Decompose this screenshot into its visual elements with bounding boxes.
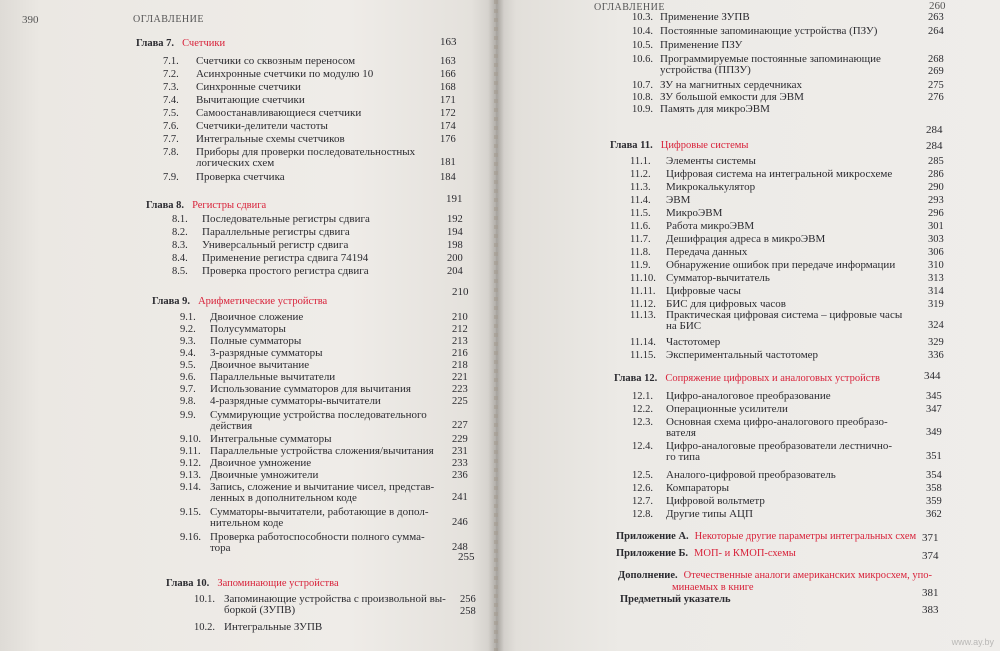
entry-page: 174 (440, 121, 456, 132)
chapter-page: 191 (446, 193, 463, 205)
entry-title: Другие типы АЦП (666, 508, 753, 520)
toc-entry[interactable] (632, 391, 956, 403)
entry-number: 11.1. (630, 156, 651, 167)
entry-title-cont: нительном коде (210, 517, 284, 529)
toc-entry[interactable] (180, 507, 482, 531)
entry-number: 12.7. (632, 496, 653, 507)
entry-title: Интегральные ЗУПВ (224, 621, 323, 633)
chapter-label: Глава 9. (152, 296, 191, 307)
entry-number: 10.1. (194, 594, 215, 605)
entry-title: Запоминающие устройства с произвольной вы- (224, 593, 446, 605)
entry-title: Практическая цифровая система – цифровые часы (666, 309, 903, 321)
entry-title: Постоянные запоминающие устройства (ПЗУ) (660, 25, 878, 37)
entry-page: 218 (452, 360, 468, 371)
chapter-label: Глава 11. (610, 140, 653, 151)
chapter-title: Регистры сдвига (192, 200, 267, 211)
chapter-label: Глава 12. (614, 373, 658, 384)
entry-title-cont: устройства (ППЗУ) (660, 64, 751, 76)
entry-number: 7.4. (163, 95, 179, 106)
entry-page: 166 (440, 69, 456, 80)
entry-title: Цифровые часы (666, 285, 741, 297)
entry-title: Микрокалькулятор (666, 181, 756, 193)
index-label: Предметный указатель (620, 594, 731, 605)
entry-title: Использование сумматоров для вычитания (210, 383, 411, 395)
chapter-tail-page: 255 (458, 551, 475, 563)
entry-number: 11.4. (630, 195, 651, 206)
entry-number: 9.2. (180, 324, 196, 335)
entry-number: 10.6. (632, 54, 653, 65)
entry-title: Интегральные сумматоры (210, 433, 332, 445)
entry-page-2: 269 (928, 66, 944, 77)
toc-entry[interactable] (172, 266, 477, 278)
toc-entry[interactable] (632, 404, 956, 416)
entry-title: Цифровой вольтметр (666, 495, 765, 507)
entry-title: 3-разрядные сумматоры (210, 347, 323, 359)
entry-number: 11.2. (630, 169, 651, 180)
entry-page: 176 (440, 134, 456, 145)
entry-number: 9.6. (180, 372, 196, 383)
entry-title: Проверка простого регистра сдвига (202, 265, 369, 277)
entry-title: Счетчики со сквозным переносом (196, 55, 356, 67)
entry-number: 12.3. (632, 417, 653, 428)
entry-page: 285 (928, 156, 944, 167)
entry-title: Двоичное сложение (210, 311, 304, 323)
entry-title: БИС для цифровых часов (666, 298, 786, 310)
toc-entry[interactable] (163, 147, 470, 171)
entry-page: 345 (926, 391, 942, 402)
chapter-12-heading[interactable] (614, 373, 880, 384)
toc-entry[interactable] (630, 208, 958, 220)
chapter-title: Арифметические устройства (198, 296, 328, 307)
running-head: ОГЛАВЛЕНИЕ (133, 14, 204, 25)
entry-page-2: 258 (460, 606, 476, 617)
entry-page: 216 (452, 348, 468, 359)
entry-title: Память для микроЭВМ (660, 103, 770, 115)
entry-page: 212 (452, 324, 468, 335)
chapter-title: Цифровые системы (660, 140, 749, 151)
top-page-number: 260 (929, 0, 946, 12)
entry-title-cont: вателя (666, 427, 696, 439)
entry-title: Последовательные регистры сдвига (202, 213, 370, 225)
toc-entry[interactable] (630, 247, 958, 259)
toc-entry[interactable] (163, 134, 470, 146)
toc-entry[interactable] (632, 54, 958, 78)
entry-page: 362 (926, 509, 942, 520)
toc-entry[interactable] (163, 121, 470, 133)
entry-page: 233 (452, 458, 468, 469)
entry-title: 4-разрядные сумматоры-вычитатели (210, 395, 381, 407)
chapter-10-heading[interactable] (166, 578, 339, 589)
appendix-label: Приложение Б. (616, 548, 689, 559)
entry-number: 9.15. (180, 507, 201, 518)
entry-number: 9.10. (180, 434, 201, 445)
entry-page: 184 (440, 172, 456, 183)
entry-number: 7.3. (163, 82, 179, 93)
chapter-title: Счетчики (182, 38, 226, 49)
entry-number: 11.11. (630, 286, 656, 297)
entry-page: 229 (452, 434, 468, 445)
entry-number: 7.6. (163, 121, 179, 132)
entry-page: 171 (440, 95, 456, 106)
toc-entry[interactable] (632, 509, 956, 521)
entry-page: 221 (452, 372, 468, 383)
toc-entry[interactable] (630, 350, 958, 362)
entry-page: 319 (928, 299, 944, 310)
entry-title: Аналого-цифровой преобразователь (666, 469, 836, 481)
entry-page: 354 (926, 470, 942, 481)
chapter-label: Глава 8. (146, 200, 185, 211)
entry-title-cont: го типа (666, 451, 700, 463)
chapter-9-heading[interactable] (152, 296, 327, 307)
toc-entry[interactable] (630, 337, 958, 349)
entry-page: 263 (928, 12, 944, 23)
entry-page: 359 (926, 496, 942, 507)
chapter-8-heading[interactable] (146, 200, 266, 211)
toc-entry[interactable] (630, 273, 958, 285)
entry-number: 9.11. (180, 446, 201, 457)
chapter-page: 210 (452, 286, 469, 298)
chapter-page: 344 (924, 370, 941, 382)
toc-entry[interactable] (632, 26, 958, 38)
entry-number: 7.2. (163, 69, 179, 80)
entry-number: 9.12. (180, 458, 201, 469)
entry-number: 9.7. (180, 384, 196, 395)
entry-title: Передача данных (666, 246, 748, 258)
entry-page: 306 (928, 247, 944, 258)
entry-page: 227 (452, 420, 468, 431)
entry-title: Цифро-аналоговое преобразование (666, 390, 831, 402)
toc-entry[interactable] (172, 227, 477, 239)
entry-number: 9.13. (180, 470, 201, 481)
entry-number: 11.9. (630, 260, 651, 271)
entry-number: 9.3. (180, 336, 196, 347)
entry-title: Двоичное умножение (210, 457, 312, 469)
entry-page: 172 (440, 108, 456, 119)
toc-entry[interactable] (630, 221, 958, 233)
toc-entry[interactable] (163, 82, 470, 94)
toc-entry[interactable] (630, 310, 958, 334)
entry-page: 301 (928, 221, 944, 232)
entry-title: Операционные усилители (666, 403, 788, 415)
entry-title: Сумматор-вычитатель (666, 272, 770, 284)
entry-page: 296 (928, 208, 944, 219)
toc-entry[interactable] (632, 441, 956, 465)
entry-title: Суммирующие устройства последовательного (210, 409, 427, 421)
entry-title: Самоостанавливающиеся счетчики (196, 107, 362, 119)
entry-number: 11.13. (630, 310, 656, 321)
toc-entry[interactable] (172, 253, 477, 265)
entry-number: 10.3. (632, 12, 653, 23)
entry-title: Параллельные вычитатели (210, 371, 336, 383)
entry-number: 7.1. (163, 56, 179, 67)
entry-number: 12.1. (632, 391, 653, 402)
entry-page: 351 (926, 451, 942, 462)
entry-number: 12.4. (632, 441, 653, 452)
entry-page: 303 (928, 234, 944, 245)
chapter-7-heading[interactable] (136, 38, 225, 49)
entry-number: 9.5. (180, 360, 196, 371)
toc-entry[interactable] (630, 169, 958, 181)
entry-number: 10.5. (632, 40, 653, 51)
appendix-label: Приложение А. (616, 531, 689, 542)
entry-page: 314 (928, 286, 944, 297)
subject-index[interactable] (620, 594, 731, 605)
entry-page: 349 (926, 427, 942, 438)
entry-number: 12.6. (632, 483, 653, 494)
entry-page: 286 (928, 169, 944, 180)
toc-entry[interactable] (180, 482, 482, 506)
entry-title: Сумматоры-вычитатели, работающие в допол- (210, 506, 429, 518)
entry-title: МикроЭВМ (666, 207, 723, 219)
entry-title: Цифровая система на интегральной микросхеме (666, 168, 893, 180)
chapter-title: Запоминающие устройства (217, 578, 339, 589)
left-page (0, 0, 496, 651)
entry-title-cont: на БИС (666, 320, 702, 332)
binding-stitch (494, 0, 498, 651)
entry-title: Применение регистра сдвига 74194 (202, 252, 369, 264)
toc-entry[interactable] (630, 156, 958, 168)
entry-title: Цифро-аналоговые преобразователи лестнично- (666, 440, 892, 452)
entry-number: 9.9. (180, 410, 196, 421)
toc-entry[interactable] (632, 417, 956, 441)
entry-number: 10.4. (632, 26, 653, 37)
entry-page: 200 (447, 253, 463, 264)
entry-number: 11.6. (630, 221, 651, 232)
entry-title: Полные сумматоры (210, 335, 302, 347)
toc-entry[interactable] (180, 396, 482, 408)
entry-title-cont: логических схем (196, 157, 275, 169)
toc-entry[interactable] (632, 40, 958, 52)
entry-title: Проверка работоспособности полного сумма- (210, 531, 425, 543)
entry-number: 9.4. (180, 348, 196, 359)
toc-entry[interactable] (632, 470, 956, 482)
toc-entry[interactable] (194, 622, 490, 634)
toc-entry[interactable] (163, 56, 470, 68)
chapter-11-heading[interactable] (610, 140, 748, 151)
appendix-title: МОП- и КМОП-схемы (694, 548, 796, 559)
watermark: www.ay.by (951, 637, 994, 647)
toc-entry[interactable] (172, 214, 477, 226)
appendix-title: Некоторые другие параметры интегральных схем (694, 531, 917, 542)
entry-title: Двоичные умножители (210, 469, 319, 481)
entry-title: Применение ЗУПВ (660, 11, 750, 23)
toc-entry[interactable] (630, 195, 958, 207)
addendum-cont (672, 582, 754, 593)
entry-title-cont: тора (210, 542, 231, 554)
entry-title: ЗУ на магнитных сердечниках (660, 79, 803, 91)
entry-page: 329 (928, 337, 944, 348)
entry-page: 194 (447, 227, 463, 238)
entry-page: 310 (928, 260, 944, 271)
entry-page: 256 (460, 594, 476, 605)
toc-entry[interactable] (630, 260, 958, 272)
entry-title-cont: боркой (ЗУПВ) (224, 604, 296, 616)
entry-title: Проверка счетчика (196, 171, 285, 183)
entry-page: 275 (928, 80, 944, 91)
toc-entry[interactable] (163, 172, 470, 184)
entry-number: 11.12. (630, 299, 656, 310)
chapter-page: 284 (926, 140, 943, 152)
entry-number: 9.1. (180, 312, 196, 323)
entry-page: 236 (452, 470, 468, 481)
toc-entry[interactable] (632, 483, 956, 495)
entry-page: 290 (928, 182, 944, 193)
entry-number: 10.8. (632, 92, 653, 103)
entry-number: 11.7. (630, 234, 651, 245)
entry-number: 9.8. (180, 396, 196, 407)
toc-entry[interactable] (630, 286, 958, 298)
entry-title: Дешифрация адреса в микроЭВМ (666, 233, 826, 245)
entry-title: ЭВМ (666, 194, 691, 206)
addendum-title-cont: минаемых в книге (672, 582, 754, 593)
entry-number: 7.9. (163, 172, 179, 183)
entry-number: 10.2. (194, 622, 215, 633)
entry-page: 198 (447, 240, 463, 251)
toc-entry[interactable] (163, 95, 470, 107)
entry-page: 241 (452, 492, 468, 503)
entry-page: 223 (452, 384, 468, 395)
entry-number: 8.4. (172, 253, 188, 264)
entry-title: Вычитающие счетчики (196, 94, 305, 106)
chapter-label: Глава 10. (166, 578, 210, 589)
toc-entry[interactable] (180, 532, 482, 556)
toc-entry[interactable] (632, 104, 958, 116)
entry-title: Экспериментальный частотомер (666, 349, 819, 361)
chapter-tail-page: 284 (926, 124, 943, 136)
appendix-page: 371 (922, 532, 939, 544)
entry-title: Параллельные регистры сдвига (202, 226, 350, 238)
entry-title: Полусумматоры (210, 323, 286, 335)
toc-entry[interactable] (180, 410, 482, 434)
running-head: ОГЛАВЛЕНИЕ (594, 2, 665, 13)
page-number: 390 (22, 14, 39, 26)
entry-number: 10.7. (632, 80, 653, 91)
chapter-title: Сопряжение цифровых и аналоговых устройств (665, 373, 880, 384)
appendix-page: 374 (922, 550, 939, 562)
toc-entry[interactable] (194, 594, 490, 618)
entry-title: Приборы для проверки последовательностных (196, 146, 416, 158)
entry-number: 8.1. (172, 214, 188, 225)
chapter-page: 163 (440, 36, 457, 48)
toc-entry[interactable] (172, 240, 477, 252)
entry-number: 11.5. (630, 208, 651, 219)
entry-page: 293 (928, 195, 944, 206)
toc-entry[interactable] (163, 108, 470, 120)
entry-number: 9.14. (180, 482, 201, 493)
entry-title: Синхронные счетчики (196, 81, 301, 93)
index-page: 383 (922, 604, 939, 616)
entry-number: 11.8. (630, 247, 651, 258)
appendix-b[interactable] (616, 548, 796, 559)
entry-number: 11.10. (630, 273, 656, 284)
entry-title: Компараторы (666, 482, 729, 494)
toc-entry[interactable] (632, 12, 958, 24)
addendum-label: Дополнение. (618, 570, 678, 581)
entry-number: 7.8. (163, 147, 179, 158)
addendum-title: Отечественные аналоги американских микросхем, упо- (683, 570, 932, 581)
entry-title: Элементы системы (666, 155, 756, 167)
entry-title: Программируемые постоянные запоминающие (660, 53, 881, 65)
appendix-a[interactable] (616, 531, 916, 542)
entry-number: 9.16. (180, 532, 201, 543)
entry-title: Асинхронные счетчики по модулю 10 (196, 68, 374, 80)
entry-page: 210 (452, 312, 468, 323)
entry-title: ЗУ большой емкости для ЭВМ (660, 91, 804, 103)
entry-title: Двоичное вычитание (210, 359, 310, 371)
entry-title: Универсальный регистр сдвига (202, 239, 349, 251)
toc-entry[interactable] (630, 234, 958, 246)
entry-title: Основная схема цифро-аналогового преобразо- (666, 416, 888, 428)
entry-page: 276 (928, 92, 944, 103)
entry-number: 8.3. (172, 240, 188, 251)
entry-number: 8.2. (172, 227, 188, 238)
addendum-page: 381 (922, 587, 939, 599)
right-page (496, 0, 1000, 651)
entry-page: 347 (926, 404, 942, 415)
entry-title: Интегральные схемы счетчиков (196, 133, 345, 145)
entry-number: 11.3. (630, 182, 651, 193)
entry-number: 7.5. (163, 108, 179, 119)
entry-page: 313 (928, 273, 944, 284)
entry-number: 12.2. (632, 404, 653, 415)
entry-page: 324 (928, 320, 944, 331)
entry-page: 192 (447, 214, 463, 225)
entry-title: Параллельные устройства сложения/вычитания (210, 445, 434, 457)
entry-page: 225 (452, 396, 468, 407)
toc-entry[interactable] (630, 182, 958, 194)
entry-title: Частотомер (666, 336, 721, 348)
toc-entry[interactable] (632, 496, 956, 508)
entry-page: 264 (928, 26, 944, 37)
entry-page: 336 (928, 350, 944, 361)
entry-number: 10.9. (632, 104, 653, 115)
entry-page: 246 (452, 517, 468, 528)
addendum[interactable] (618, 570, 932, 581)
entry-number: 8.5. (172, 266, 188, 277)
chapter-label: Глава 7. (136, 38, 175, 49)
entry-title: Работа микроЭВМ (666, 220, 755, 232)
entry-page: 268 (928, 54, 944, 65)
entry-number: 7.7. (163, 134, 179, 145)
entry-title: Счетчики-делители частоты (196, 120, 328, 132)
entry-page: 358 (926, 483, 942, 494)
entry-title-cont: ленных в дополнительном коде (210, 492, 357, 504)
entry-page: 181 (440, 157, 456, 168)
entry-page: 248 (452, 542, 468, 553)
entry-number: 11.14. (630, 337, 656, 348)
entry-page: 231 (452, 446, 468, 457)
entry-page: 168 (440, 82, 456, 93)
entry-title: Применение ПЗУ (660, 39, 743, 51)
entry-page: 163 (440, 56, 456, 67)
entry-title-cont: действия (210, 420, 253, 432)
entry-page: 204 (447, 266, 463, 277)
entry-page: 213 (452, 336, 468, 347)
entry-number: 12.8. (632, 509, 653, 520)
entry-title: Запись, сложение и вычитание чисел, представ- (210, 481, 435, 493)
entry-number: 11.15. (630, 350, 656, 361)
toc-entry[interactable] (163, 69, 470, 81)
entry-number: 12.5. (632, 470, 653, 481)
entry-title: Обнаружение ошибок при передаче информации (666, 259, 896, 271)
